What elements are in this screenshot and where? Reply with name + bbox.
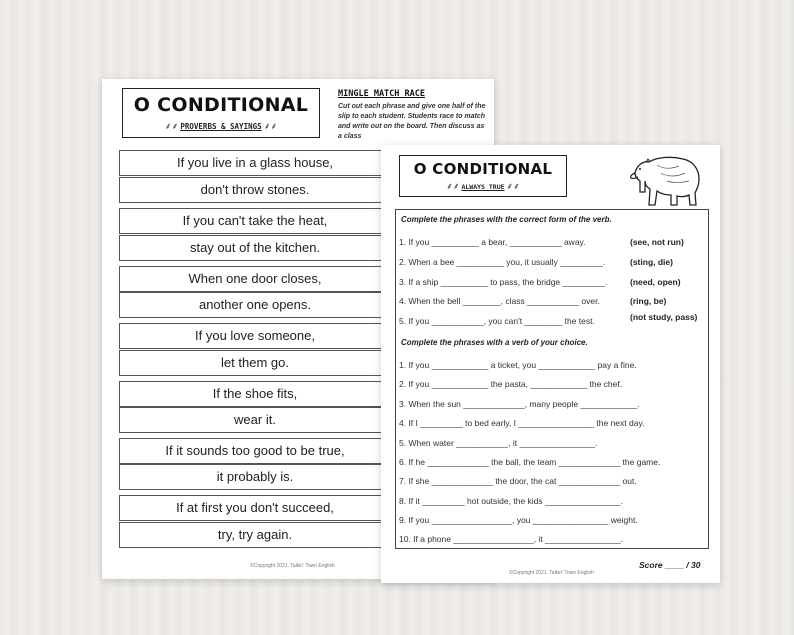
section2-title: Complete the phrases with a verb of your choice. [401, 338, 588, 347]
proverb-strip: wear it. [119, 407, 391, 433]
activity-instructions [338, 89, 488, 142]
proverb-strip: When one door closes, [119, 266, 391, 292]
always-true-worksheet [381, 145, 720, 583]
exercise-item: 3. If a ship __________ to pass, the bridge _________. [399, 277, 608, 287]
exercise-item: 7. If she _____________ the door, the cat _____________ out. [399, 476, 637, 486]
exercise-item: 6. If he _____________ the ball, the team _____________ the game. [399, 457, 661, 467]
proverb-strip: another one opens. [119, 292, 391, 318]
verb-hint: (sting, die) [630, 257, 673, 267]
proverb-strip: If you love someone, [119, 323, 391, 349]
proverb-strip: If it sounds too good to be true, [119, 438, 391, 464]
exercise-item: 5. When water ___________, it ________________. [399, 438, 598, 448]
proverb-strip: If you live in a glass house, [119, 150, 391, 176]
proverb-strip: it probably is. [119, 464, 391, 490]
exercise-item: 2. When a bee __________ you, it usually _________. [399, 257, 606, 267]
proverb-strip: don't throw stones. [119, 177, 391, 203]
verb-hint: (see, not run) [630, 237, 684, 247]
exercise-item: 8. If it _________ hot outside, the kids ________________. [399, 496, 624, 506]
exercise-item: 4. If I _________ to bed early, I ________________ the next day. [399, 418, 645, 428]
right-title: O CONDITIONAL [413, 160, 553, 178]
exercise-item: 1. If you ____________ a ticket, you ____________ pay a fine. [399, 360, 637, 370]
left-subtitle: PROVERBS & SAYINGS [180, 122, 262, 131]
verb-hint: (not study, pass) [630, 312, 698, 322]
section1-title: Complete the phrases with the correct form of the verb. [401, 215, 612, 224]
laurel-left-icon: ⸙⸙ [164, 121, 179, 131]
exercise-item: 5. If you ___________, you can't ________ the test. [399, 316, 595, 326]
exercise-item: 10. If a phone _________________, it ________________. [399, 534, 624, 544]
exercise-box [395, 209, 709, 549]
exercise-item: 1. If you __________ a bear, ___________ away. [399, 237, 586, 247]
proverb-strip: If the shoe fits, [119, 381, 391, 407]
right-copyright: ©Copyright 2021. Talkin' Town English [509, 570, 594, 576]
exercise-item: 4. When the bell ________, class ___________ over. [399, 296, 600, 306]
exercise-item: 2. If you ____________ the pasta, ____________ the chef. [399, 379, 623, 389]
verb-hint: (need, open) [630, 277, 681, 287]
exercise-item: 3. When the sun _____________, many people ____________. [399, 399, 640, 409]
proverb-strip: If at first you don't succeed, [119, 495, 391, 521]
exercise-item: 9. If you _________________, you ________________ weight. [399, 515, 638, 525]
proverb-strip: try, try again. [119, 522, 391, 548]
activity-text: Cut out each phrase and give one half of the slip to each student. Students race to match and write out on the board. Then discuss as a class [338, 103, 486, 140]
right-title-box [399, 155, 567, 197]
proverb-strip: stay out of the kitchen. [119, 235, 391, 261]
laurel-right-icon: ⸙⸙ [506, 181, 520, 191]
left-title-box [122, 88, 320, 138]
laurel-right-icon: ⸙⸙ [263, 121, 278, 131]
score-label: Score ____ / 30 [639, 560, 701, 570]
laurel-left-icon: ⸙⸙ [446, 181, 460, 191]
left-copyright: ©Copyright 2021. Talkin' Town English [250, 563, 335, 569]
proverb-strip: let them go. [119, 350, 391, 376]
activity-title: MINGLE MATCH RACE [338, 89, 425, 99]
polar-bear-icon [627, 151, 705, 209]
verb-hint: (ring, be) [630, 296, 667, 306]
left-title: O CONDITIONAL [133, 94, 309, 116]
right-subtitle: ALWAYS TRUE [461, 183, 505, 191]
proverb-strip: If you can't take the heat, [119, 208, 391, 234]
